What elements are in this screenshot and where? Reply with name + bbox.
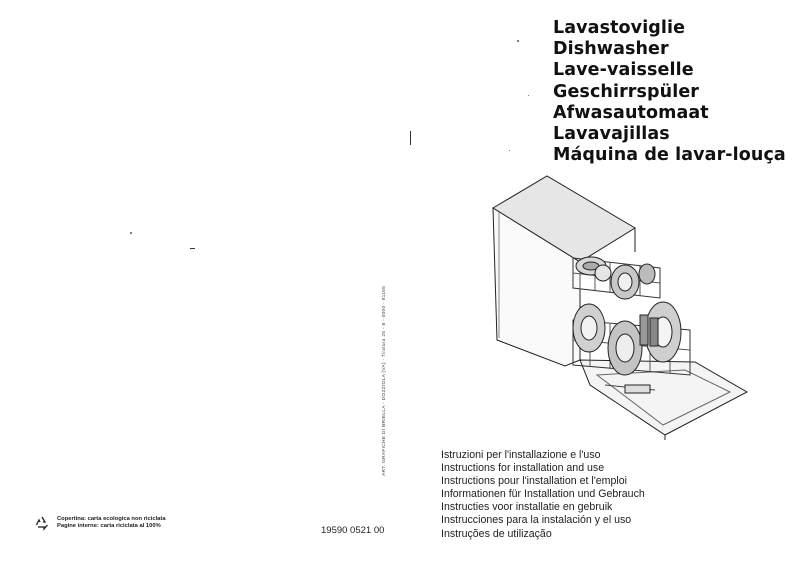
eco-note-inner-pages: Pagine interne: carta riciclata al 100% [57, 523, 161, 529]
eco-note-cover: Copertina: carta ecologica non riciclata [57, 515, 166, 522]
fold-mark [410, 131, 411, 145]
product-title-spanish: Lavavajillas [553, 124, 670, 145]
speckle [517, 40, 519, 42]
eco-paper-note [34, 515, 166, 531]
printer-credit: ART. GRAFICHE DI BRIELLA - DOZZIOLA (VA) - Tiratura 25 - 8 - 0000 - 91165 [382, 285, 387, 476]
recycle-icon [34, 515, 50, 531]
speckle [528, 95, 529, 96]
product-title-english: Dishwasher [553, 39, 669, 60]
instruction-line-portuguese: Instruções de utilização [441, 527, 552, 540]
product-title-portuguese: Máquina de lavar-louça [553, 145, 786, 166]
instruction-line-spanish: Instrucciones para la instalación y el uso [441, 514, 632, 527]
instruction-language-list [441, 449, 645, 541]
instruction-line-german: Informationen für Installation und Gebrauch [441, 488, 645, 501]
document-code-number: 19590 0521 00 [321, 525, 385, 536]
product-title-french: Lave-vaisselle [553, 60, 694, 81]
speckle [509, 150, 510, 151]
product-title-italian: Lavastoviglie [553, 18, 686, 38]
product-title-dutch: Afwasautomaat [553, 102, 709, 123]
fold-mark [190, 248, 195, 249]
product-title-german: Geschirrspüler [553, 81, 700, 102]
instruction-line-italian: Istruzioni per l'installazione e l'uso [441, 449, 601, 461]
instruction-line-english: Instructions for installation and use [441, 462, 605, 475]
instruction-line-french: Instructions pour l'installation et l'emploi [441, 475, 627, 488]
dishwasher-illustration [485, 170, 755, 440]
upper-basket [573, 257, 660, 299]
product-title-list [553, 18, 786, 166]
instruction-line-dutch: Instructies voor installatie en gebruik [441, 501, 613, 514]
speckle [130, 232, 132, 234]
